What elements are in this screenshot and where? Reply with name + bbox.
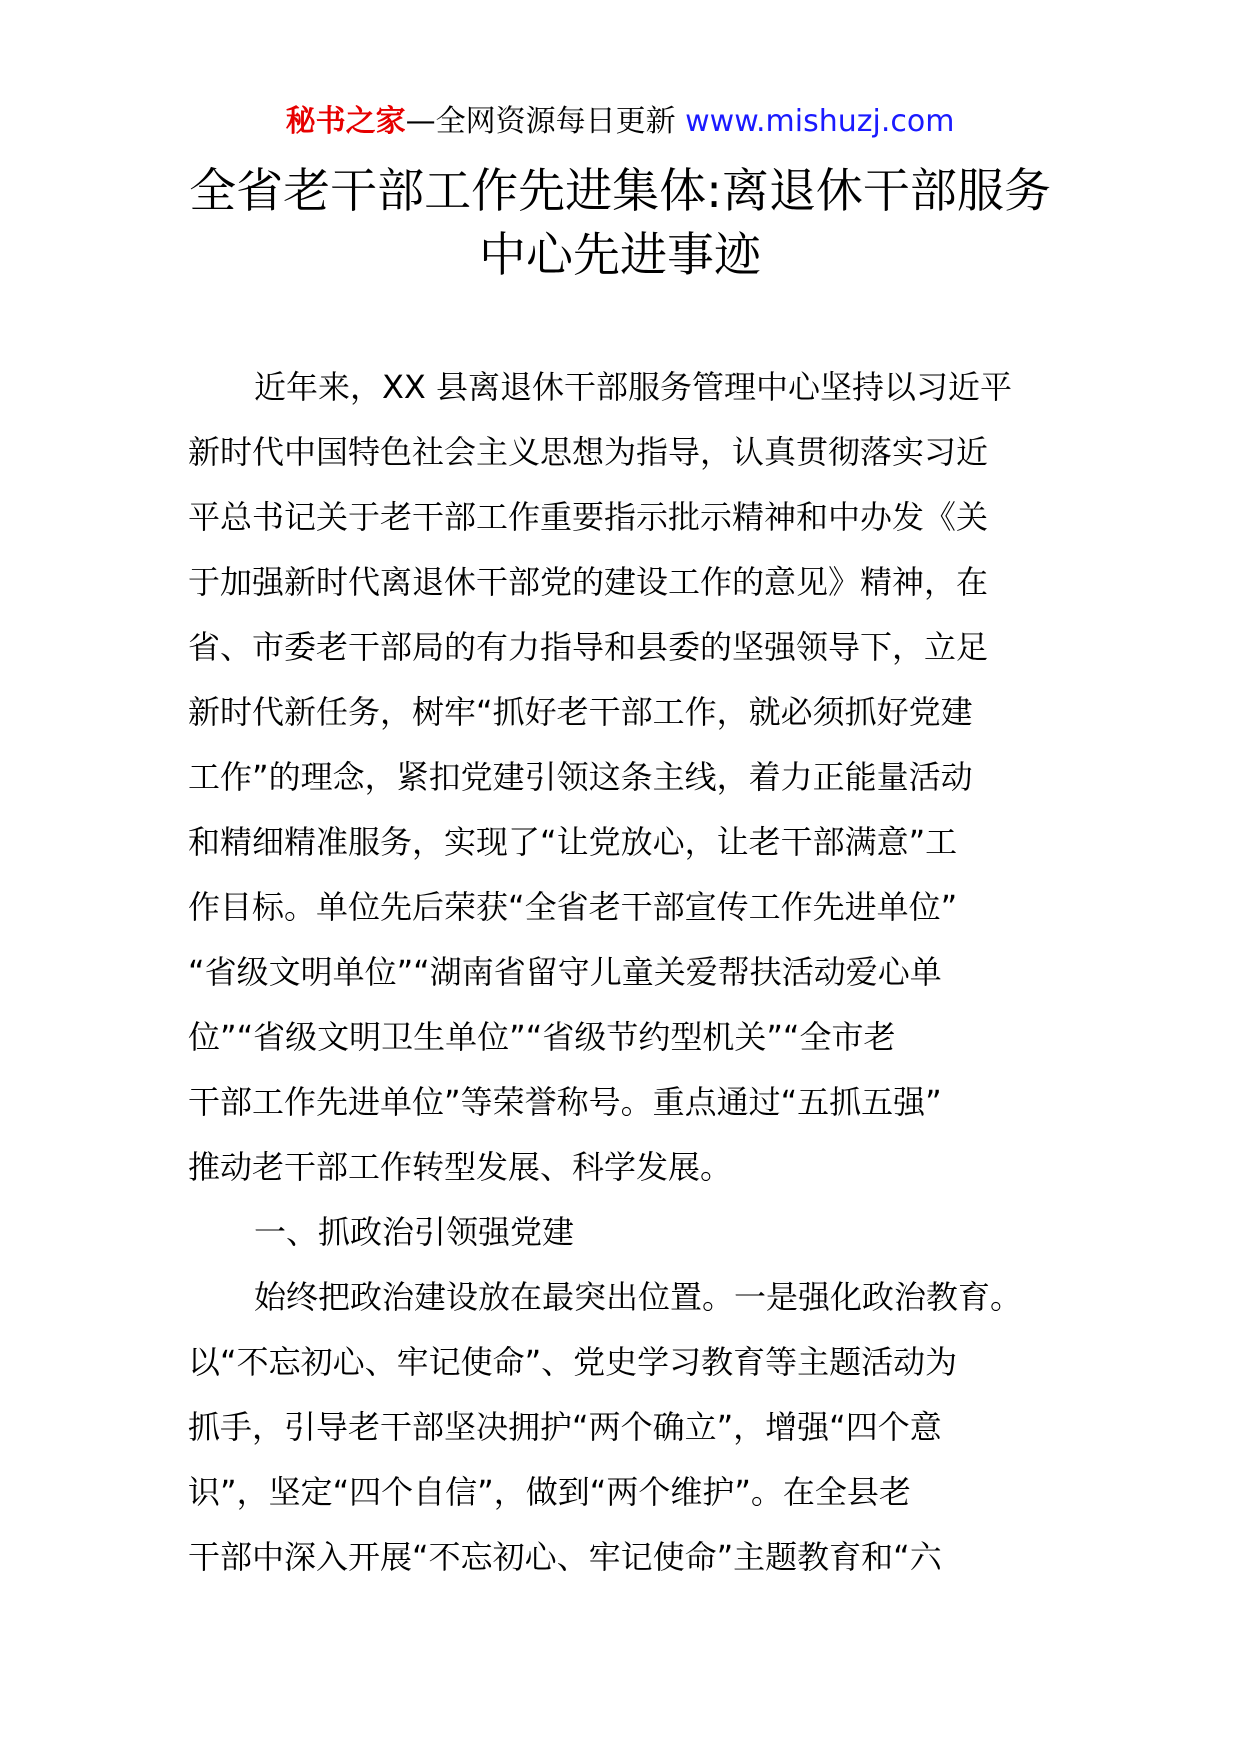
body-line: 干部中深入开展“不忘初心、牢记使命”主题教育和“六 [188, 1538, 942, 1576]
document-title [150, 160, 1090, 288]
title-line: 全省老干部工作先进集体:离退休干部服务 [189, 164, 1051, 219]
body-line: “省级文明单位”“湖南省留守儿童关爱帮扶活动爱心单 [188, 953, 942, 991]
body-line: 和精细精准服务，实现了“让党放心，让老干部满意”工 [188, 823, 958, 861]
body-line: 始终把政治建设放在最突出位置。一是强化政治教育。 [254, 1278, 1023, 1316]
body-line: 识”，坚定“四个自信”，做到“两个维护”。在全县老 [188, 1473, 911, 1511]
body-line: 以“不忘初心、牢记使命”、党史学习教育等主题活动为 [188, 1343, 958, 1381]
body-line: 位”“省级文明卫生单位”“省级节约型机关”“全市老 [188, 1018, 896, 1056]
section-heading: 一、抓政治引领强党建 [254, 1213, 575, 1251]
site-url-link[interactable]: www.mishuzj.com [685, 104, 955, 139]
body-line: 推动老干部工作转型发展、科学发展。 [188, 1148, 733, 1186]
body-line: 工作”的理念，紧扣党建引领这条主线，着力正能量活动 [188, 758, 973, 796]
body-line: 于加强新时代离退休干部党的建设工作的意见》精神，在 [188, 563, 989, 601]
body-line: 平总书记关于老干部工作重要指示批示精神和中办发《关 [188, 498, 989, 536]
document-body [188, 355, 1060, 1590]
title-line: 中心先进事迹 [479, 228, 761, 283]
body-line: 新时代中国特色社会主义思想为指导，认真贯彻落实习近 [188, 433, 989, 471]
site-header [0, 100, 1240, 144]
body-line: 省、市委老干部局的有力指导和县委的坚强领导下，立足 [188, 628, 989, 666]
site-slogan: —全网资源每日更新 [405, 104, 686, 139]
site-brand: 秘书之家 [285, 104, 406, 139]
body-line: 作目标。单位先后荣获“全省老干部宣传工作先进单位” [188, 888, 958, 926]
body-line: 抓手，引导老干部坚决拥护“两个确立”，增强“四个意 [188, 1408, 942, 1446]
body-line: 近年来，XX 县离退休干部服务管理中心坚持以习近平 [254, 368, 1013, 406]
body-line: 新时代新任务，树牢“抓好老干部工作，就必须抓好党建 [188, 693, 973, 731]
body-line: 干部工作先进单位”等荣誉称号。重点通过“五抓五强” [188, 1083, 942, 1121]
